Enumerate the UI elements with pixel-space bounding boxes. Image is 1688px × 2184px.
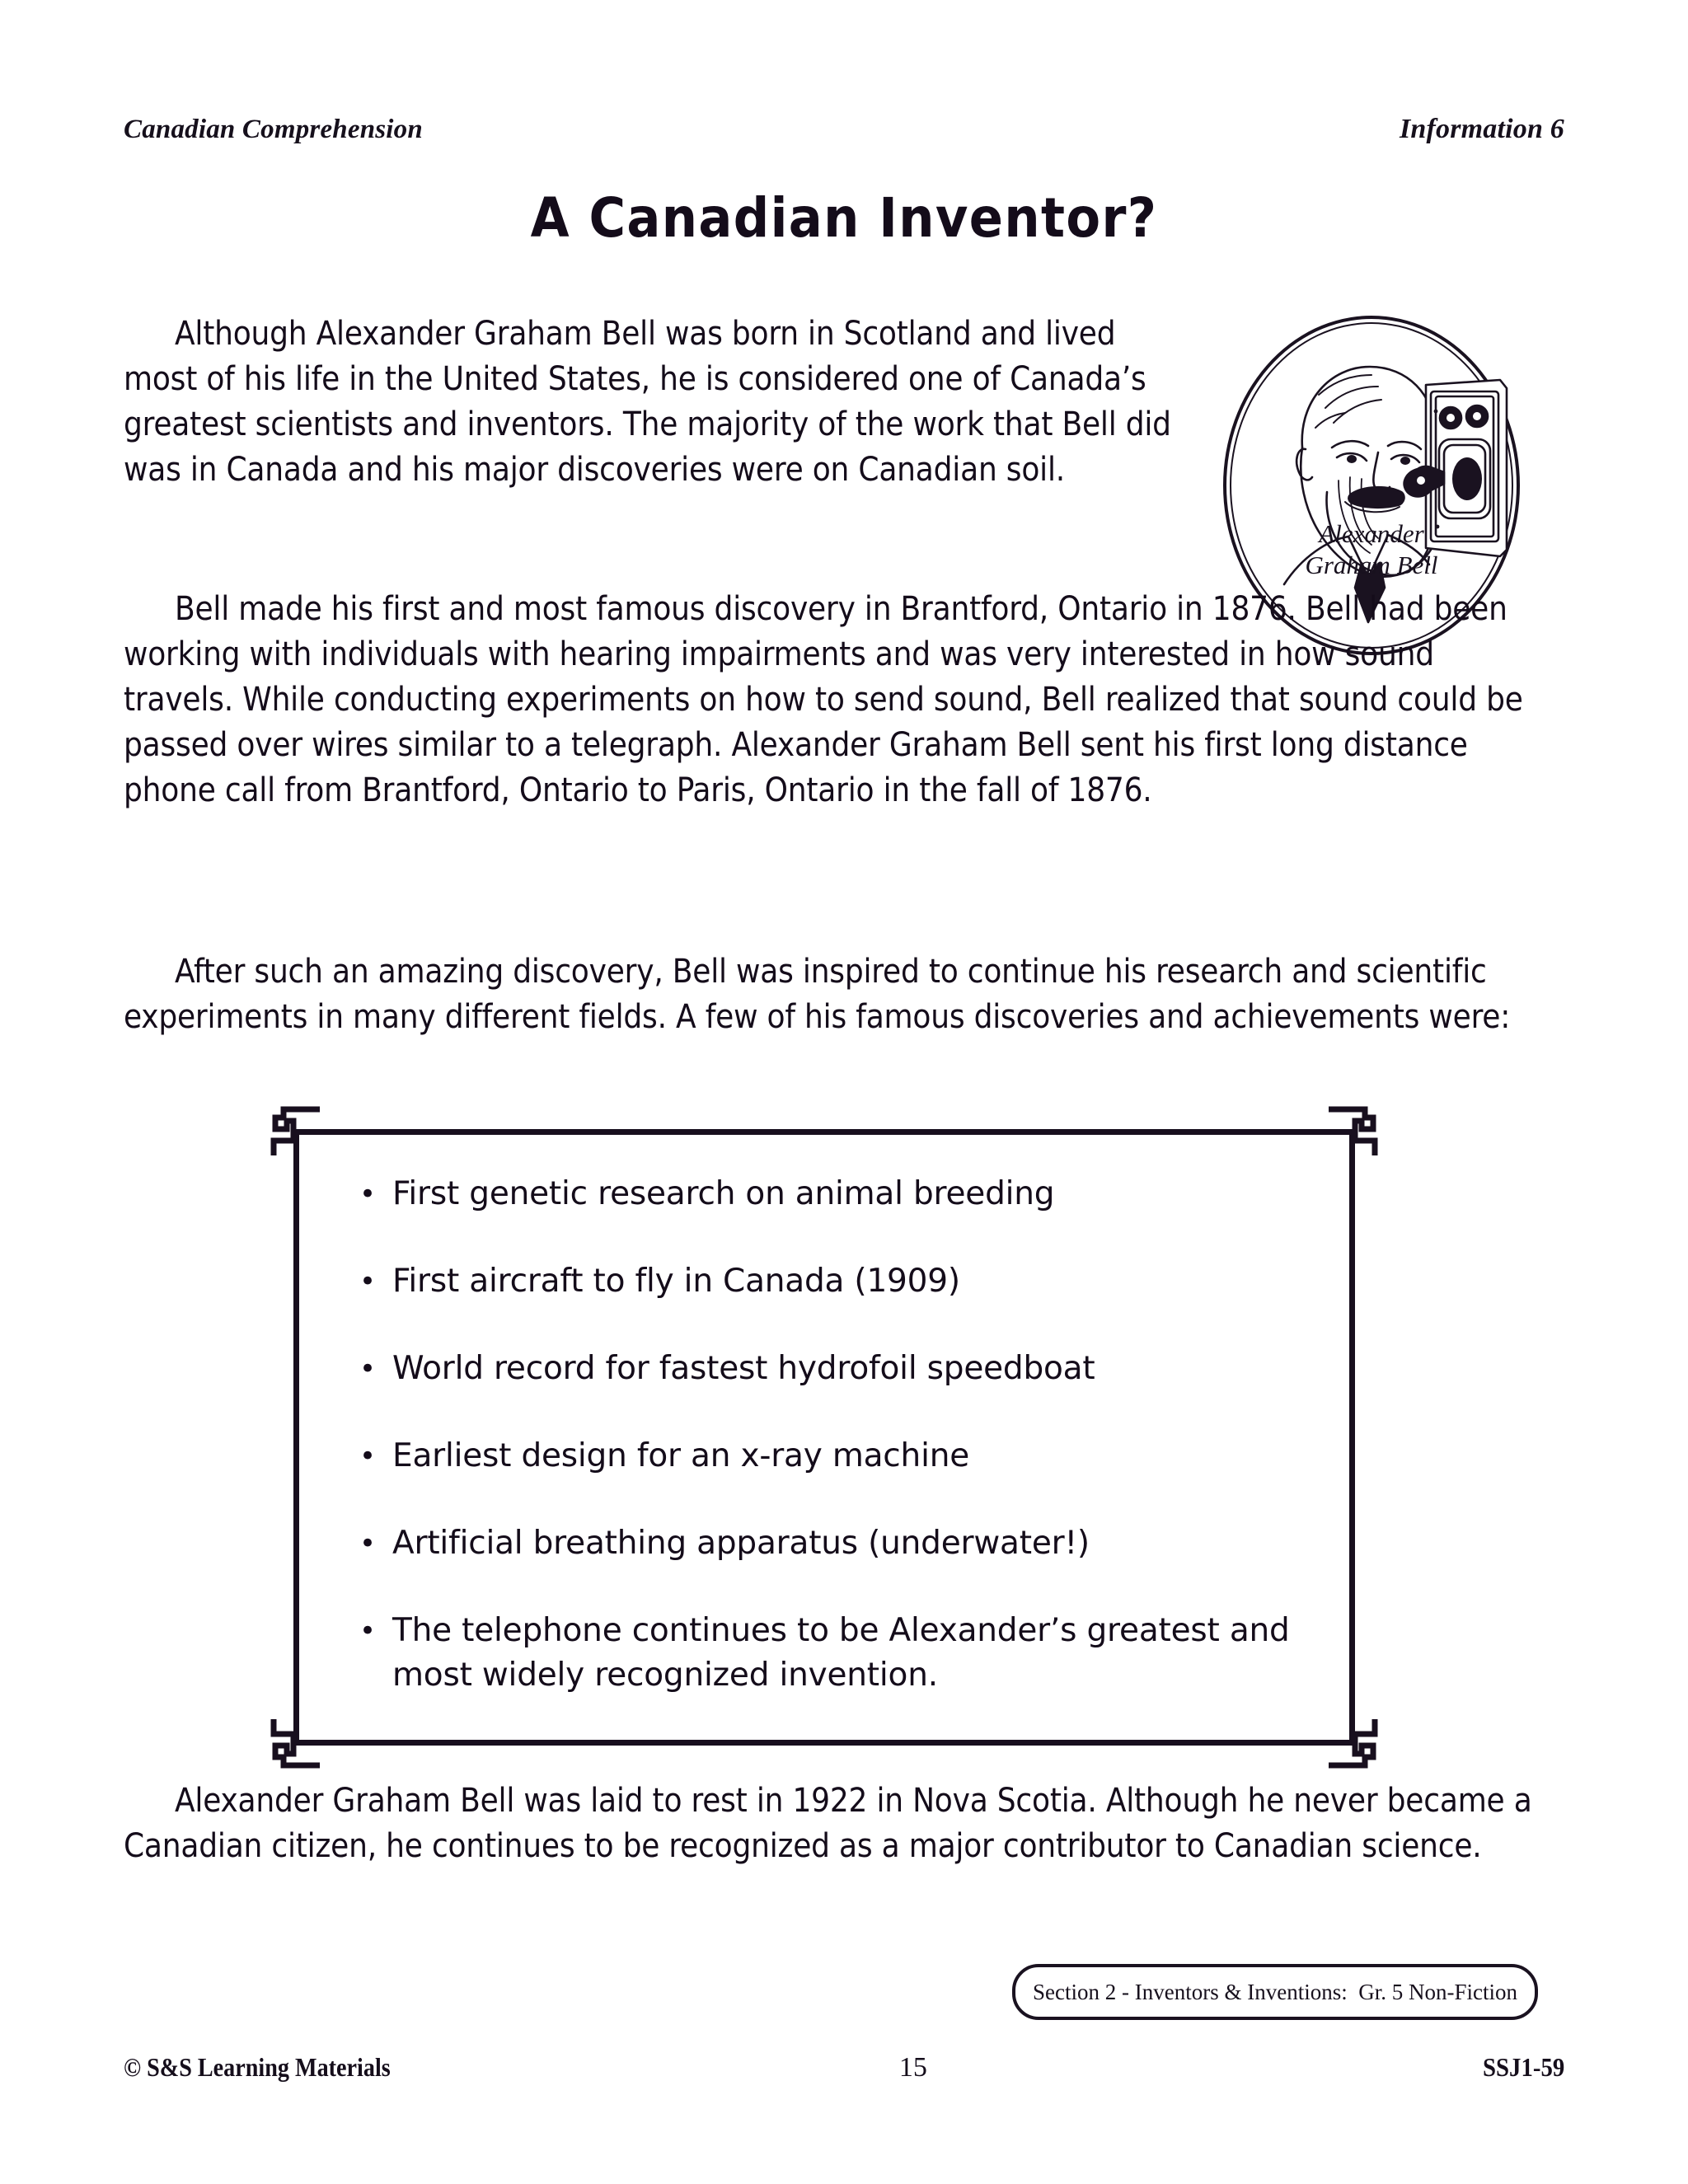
box-corner-ornament-icon <box>269 1104 320 1155</box>
paragraph-four-text: Alexander Graham Bell was laid to rest in 1922 in Nova Scotia. Although he never became a Canadian citizen, he continues to be recognized as a major contributor to Canadian science. <box>124 1782 1532 1865</box>
portrait-caption <box>1223 518 1520 581</box>
paragraph-three <box>124 949 1558 1040</box>
bullet-icon: • <box>359 1265 377 1298</box>
bullet-icon: • <box>359 1615 377 1647</box>
list-item-label: First genetic research on animal breeding <box>392 1175 1055 1212</box>
achievements-list <box>359 1172 1312 1698</box>
paragraph-four <box>124 1779 1558 1869</box>
portrait-caption-line-1: Alexander <box>1319 519 1424 548</box>
running-head <box>124 114 1564 145</box>
page-title: A Canadian Inventor? <box>530 186 1158 250</box>
list-item <box>359 1259 1312 1304</box>
bullet-icon: • <box>359 1527 377 1560</box>
box-corner-ornament-icon <box>1329 1719 1380 1770</box>
paragraph-one <box>124 312 1195 493</box>
running-head-left: Canadian Comprehension <box>124 115 423 144</box>
box-corner-ornament-icon <box>1329 1104 1380 1155</box>
list-item-label: Earliest design for an x-ray machine <box>392 1437 970 1474</box>
paragraph-one-text: Although Alexander Graham Bell was born in Scotland and lived most of his life in the United States, he is considered one of Canada’s greatest scientists and inventors. The majority of the work that Bell did was in Canada and his major discoveries were on Canadian soil. <box>124 315 1171 489</box>
list-item <box>359 1172 1312 1216</box>
footer-copyright: © S&S Learning Materials <box>124 2052 391 2082</box>
paragraph-two <box>124 587 1541 813</box>
list-item <box>359 1521 1312 1566</box>
list-item <box>359 1609 1312 1698</box>
list-item-label: World record for fastest hydrofoil speedboat <box>392 1350 1095 1387</box>
section-label-capsule <box>1012 1964 1538 2020</box>
footer-product-code: SSJ1-59 <box>1482 2052 1564 2082</box>
bullet-icon: • <box>359 1352 377 1385</box>
achievements-box <box>293 1129 1355 1746</box>
paragraph-two-text: Bell made his first and most famous discovery in Brantford, Ontario in 1876. Bell had been working with individuals with hearing impairments and was very interested in how sound travels. While conducting experiments on how to send sound, Bell realized that sound could be passed over wires similar to a telegraph. Alexander Graham Bell sent his first long distance phone call from Brantford, Ontario to Paris, Ontario in the fall of 1876. <box>124 590 1523 809</box>
list-item-label: The telephone continues to be Alexander’s greatest and most widely recognized invention. <box>392 1612 1290 1694</box>
list-item-label: Artificial breathing apparatus (underwater!) <box>392 1525 1090 1562</box>
portrait-caption-line-2: Graham Bell <box>1305 551 1438 579</box>
bullet-icon: • <box>359 1178 377 1211</box>
list-item-label: First aircraft to fly in Canada (1909) <box>392 1263 960 1300</box>
list-item <box>359 1347 1312 1391</box>
section-label-text: Section 2 - Inventors & Inventions: Gr. 5 Non-Fiction <box>1033 1979 1517 2004</box>
running-head-right: Information 6 <box>1399 114 1564 144</box>
footer-page-number: 15 <box>898 2052 927 2083</box>
bullet-icon: • <box>359 1440 377 1473</box>
paragraph-three-text: After such an amazing discovery, Bell was inspired to continue his research and scientific experiments in many different fields. A few of his famous discoveries and achievements were: <box>124 953 1511 1036</box>
box-corner-ornament-icon <box>269 1719 320 1770</box>
list-item <box>359 1434 1312 1479</box>
page-footer <box>124 2052 1564 2083</box>
